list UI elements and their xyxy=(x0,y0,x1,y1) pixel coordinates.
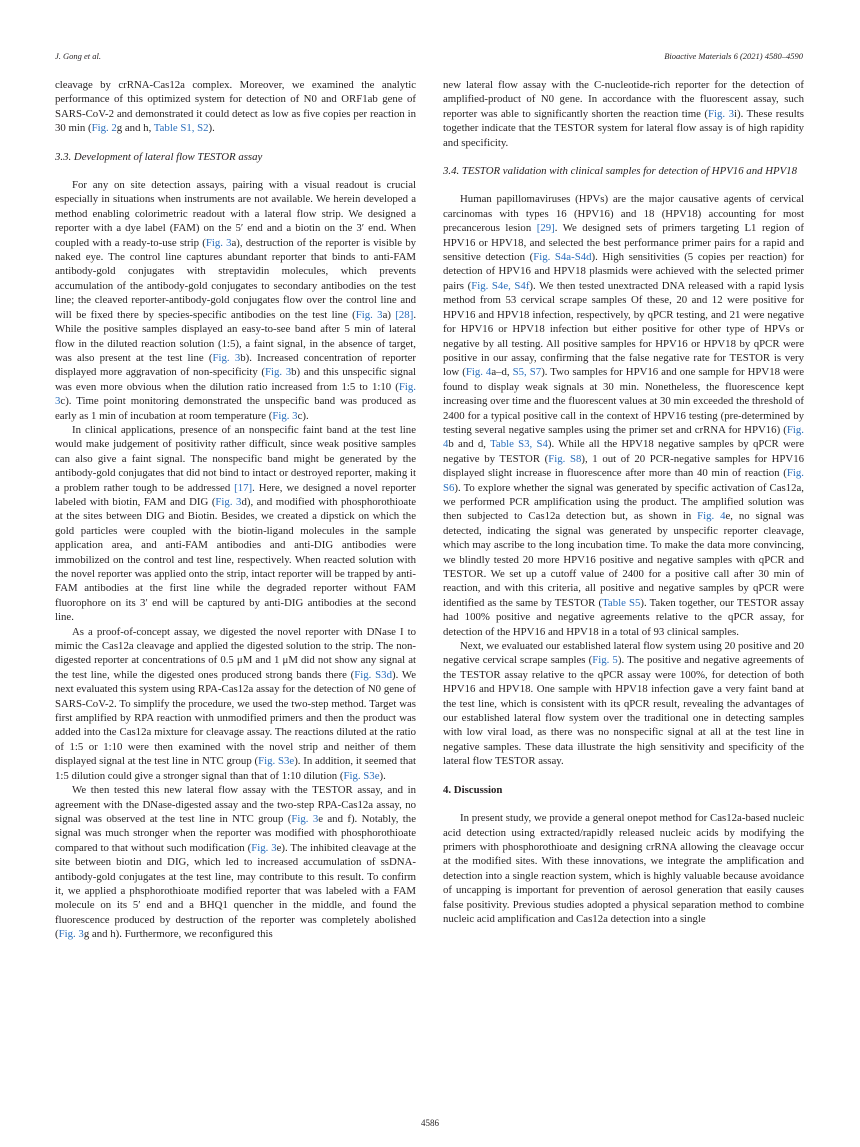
text-run: ). Two samples for HPV16 and one sample for HPV18 were found to display weak signals at 30 min. Nonetheless, the fluorescence kept increasing over time and the fluorescent values at 30 min exceeded the threshold of 2400 for a typical positive call in the context of HPV16 testing (pre-determined by testing several negative samples using the primer set and crRNA for HPV16) ( xyxy=(443,366,804,436)
text-run: Next, we evaluated our established lateral flow system using 20 positive and 20 negative cervical scrape samples ( xyxy=(443,640,804,667)
paragraph xyxy=(55,178,416,423)
cross-reference-link[interactable]: Fig. 3 xyxy=(272,409,298,422)
paragraph xyxy=(443,811,804,926)
text-run: ). While all the HPV18 negative samples by qPCR were negative by TESTOR ( xyxy=(443,438,804,465)
text-run: e, no signal was detected, indicating the signal was generated by unspecific reporter cleavage, which may ascribe to the long incubation time. To make the data more convincing, we blindly tested 20 more HPV16 positive and negative samples with qPCR and TESTOR. We set up a cutoff value of 2400 for a positive call after 30 min of reaction, and with this criteria, all positive and negative samples by qPCR were identified as the same by TESTOR ( xyxy=(443,510,805,609)
cross-reference-link[interactable]: [29] xyxy=(536,222,555,235)
cross-reference-link[interactable]: [28] xyxy=(395,308,414,321)
cross-reference-link[interactable]: Fig. 3 xyxy=(708,107,734,120)
cross-reference-link[interactable]: Table S3, S4 xyxy=(490,438,548,451)
text-run: ). We then tested unextracted DNA released with a rapid lysis method from 53 cervical scrape samples Of these, 20 and 12 were positive for HPV16 and HPV18 infection, respectively, by qPCR testing, and 21 were negative for HPV16 or HPV18 infection but either positive for other type of HPVs or negative by all testing. All positive samples for HPV16 or HPV18 by qPCR were positive in our assay, confirming that the false negative rate for TESTOR is very low ( xyxy=(443,279,804,379)
cross-reference-link[interactable]: Fig. 3 xyxy=(265,366,292,379)
section-heading-3-4: 3.4. TESTOR validation with clinical samples for detection of HPV16 and HPV18 xyxy=(443,165,797,178)
cross-reference-link[interactable]: Fig. S3e xyxy=(258,755,295,768)
paragraph xyxy=(443,78,804,150)
text-run: ). The positive and negative agreements of the TESTOR assay relative to the qPCR assay were 100%, for detection of both HPV16 and HPV18. One sample with HPV18 infection gave a very faint band at the test line, which is consistent with its qPCR result, revealing the advantages of our established lateral flow system over the traditional one in detecting samples with low viral load, as there was no nonspecific signal at all at the test line in negative samples. These data illustrate the high sensitivity and specificity of the lateral flow TESTOR assay. xyxy=(443,654,805,768)
text-run: b and d, xyxy=(448,438,491,451)
text-run: As a proof-of-concept assay, we digested the novel reporter with DNase I to mimic the Cas12a cleavage and applied the digested solution to the strip. The non-digested reporter at concentrations of 0.5 μM and 1 μM did not show any signal at the test line, while the digested ones produced strong bands there ( xyxy=(55,625,416,681)
text-run: ). To explore whether the signal was generated by specific activation of Cas12a, we performed PCR amplification using the product. The amplified solution was then subjected to Cas12a detection but, as shown in xyxy=(443,481,804,523)
text-run: b). Increased concentration of reporter displayed more aggravation of non-specificity ( xyxy=(55,351,416,379)
text-run: ). Taken together, our TESTOR assay had 100% positive and negative agreements relative to the qPCR assay, for detection of the HPV16 and HPV18 in a total of 93 clinical samples. xyxy=(443,596,804,638)
text-run: Human papillomaviruses (HPVs) are the major causative agents of cervical carcinomas with types 16 (HPV16) and 18 (HPV18) accounting for most precancerous lesion xyxy=(443,193,804,235)
text-run: . While the positive samples displayed an easy-to-see band after 5 min of lateral flow in the diluted reaction solution (1:5), a faint signal, in the absence of target, was also present at the test line ( xyxy=(55,308,417,364)
text-run: ). In addition, it seemed that 1:5 dilution could give a stronger signal than that of 1:10 dilution ( xyxy=(55,755,417,782)
paragraph xyxy=(55,783,416,941)
text-run: a–d, xyxy=(491,366,513,379)
text-run: g and h). Furthermore, we reconfigured this xyxy=(83,928,273,941)
text-run: c). xyxy=(297,409,309,422)
text-run: d), and modified with phosphorothioate at the sites between DIG and Biotin. Besides, we created a dipstick on which the gold particles were coupled with the biotin-ligand molecules in the sample application area, and anti-FAM antibodies and anti-DIG antibodies were immobilized on the control and test line, respectively. When reacted solution with the novel reporter was applied onto the strip, intact reporter will be trapped by anti-FAM antibodies at the first line while the degraded reporter without FAM fluorophore on its 3′ end will be captured by anti-DIG antibodies at the second line. xyxy=(55,495,416,624)
paragraph xyxy=(55,625,416,783)
cross-reference-link[interactable]: S5, S7 xyxy=(512,366,542,379)
text-run: ). xyxy=(208,122,215,135)
cross-reference-link[interactable]: Fig. 2 xyxy=(91,122,117,135)
cross-reference-link[interactable]: [17] xyxy=(234,481,253,494)
text-run: ). xyxy=(379,769,386,782)
text-run: In clinical applications, presence of an nonspecific faint band at the test line would make judgement of positivity rather difficult, since weak positive samples can also give a faint signal. The nonspecific band might be generated by the antibody-gold conjugates that did not bind to intact or destroyed reporter, making it a problem rather tough to be addressed xyxy=(55,423,416,494)
text-run: We then tested this new lateral flow assay with the TESTOR assay, and in agreement with the DNase-digested assay and the two-step RPA-Cas12a assay, no signal was observed at the test line in NTC group ( xyxy=(55,784,416,825)
paragraph xyxy=(443,192,804,639)
paragraph xyxy=(443,639,804,769)
text-run: For any on site detection assays, pairing with a visual readout is crucial especially in situations when instruments are not available. We herein developed a method enabling colorimetric readout with a lateral flow strip. We designed a reporter with a dye label (FAM) on the 5′ end and a biotin on the 3′ end. When coupled with a ready-to-use strip ( xyxy=(55,179,416,249)
text-run: b) and this unspecific signal was even more obvious when the dilution ratio increased from 1:5 to 1:10 ( xyxy=(55,366,417,393)
cross-reference-link[interactable]: Fig. S3d xyxy=(354,668,392,681)
cross-reference-link[interactable]: Fig. S4a-S4d xyxy=(533,251,592,264)
text-run: ), 1 out of 20 PCR-negative samples for HPV16 displayed slight increase in fluorescence after more than 40 min of reaction ( xyxy=(443,452,804,480)
cross-reference-link[interactable]: Fig. 4 xyxy=(697,510,726,523)
text-run: e). The inhibited cleavage at the site between biotin and DIG, which led to increased accumulation of ssDNA-antibody-gold conjugates at the test line, may contribute to this result. To confirm it, we applied a phsphorothioate modified reporter that was labeled with a FAM molecule on its 5′ end and a BHQ1 quencher in the middle, and found the fluorescence produced by destruction of the reporter was completely abolished ( xyxy=(55,841,416,941)
cross-reference-link[interactable]: Fig. 3 xyxy=(251,841,277,854)
cross-reference-link[interactable]: Fig. 3 xyxy=(212,351,241,364)
paragraph xyxy=(55,423,416,625)
cross-reference-link[interactable]: Fig. 4 xyxy=(443,423,804,451)
cross-reference-link[interactable]: Fig. 3 xyxy=(205,236,232,249)
cross-reference-link[interactable]: Fig. 5 xyxy=(592,654,618,667)
text-run: new lateral flow assay with the C-nucleotide-rich reporter for the detection of amplified-product of N0 gene. In accordance with the fluorescent assay, such reporter was able to significantly shorten the reaction time ( xyxy=(443,79,804,120)
text-run: e and f). Notably, the signal was much stronger when the reporter was modified with phosphorothioate compared to that without such modification ( xyxy=(55,812,416,854)
text-run: i). These results together indicate that the TESTOR system for lateral flow assay is of high rapidity and specificity. xyxy=(443,107,804,149)
text-run: . We designed sets of primers targeting L1 region of HPV16 or HPV18, and selected the best performance primer pairs for a rapid and sensitive detection ( xyxy=(443,222,805,264)
cross-reference-link[interactable]: Table S1, S2 xyxy=(153,122,209,135)
text-run: a), destruction of the reporter is visible by naked eye. The control line captures abundant reporter that binds to anti-FAM antibody-gold conjugates with streptavidin molecules, which prevents accumulation of the antibody-gold conjugates to secondary antibodies on the test line; the cleaved reporter-antibody-gold conjugates flow over the control line and will be fixed there by species-specific antibodies on the test line ( xyxy=(55,236,416,321)
cross-reference-link[interactable]: Fig. 3 xyxy=(215,495,242,508)
text-run: ). We next evaluated this system using RPA-Cas12a assay for the detection of N0 gene of SARS-CoV-2. To simplify the procedure, we used the two-step method. Target was first amplified by RPA reaction with unmodified primers and then the product was added into the Cas12a mixture for cleavage assay. The reactions diluted at the ratio of 1:5 or 1:10 were then examined with the novel strip and neither of them displayed signal at the test line in NTC group ( xyxy=(55,668,416,768)
section-heading-3-3: 3.3. Development of lateral flow TESTOR assay xyxy=(55,150,263,163)
left-column xyxy=(55,78,416,942)
cross-reference-link[interactable]: Fig. S4e, S4f xyxy=(471,279,530,292)
cross-reference-link[interactable]: Fig. S6 xyxy=(443,467,804,494)
cross-reference-link[interactable]: Fig. 4 xyxy=(465,366,492,379)
text-run: a) xyxy=(382,308,396,321)
cross-reference-link[interactable]: Fig. S3e xyxy=(343,769,380,782)
text-run: ). High sensitivities (5 copies per reaction) for detection of HPV16 and HPV18 plasmids were achieved with the selected primer pairs ( xyxy=(443,251,804,292)
paragraph xyxy=(55,78,416,136)
text-run: In present study, we provide a general onepot method for Cas12a-based nucleic acid detection using extracted/rapidly released nucleic acids by modifying the primers with phosphorothioate and designing crRNA allowing the cleavage occur at the modified sites. With these innovations, we integrate the amplification and detection into a single reaction system, which is highly valuable because avoidance of uncapping is important for prevention of aerosol generation that easily causes false positivity. Previous studies adopted a physical separation method to combine nucleic acid amplification and Cas12a detection into a single xyxy=(443,812,804,925)
cross-reference-link[interactable]: Fig. S8 xyxy=(548,452,582,465)
page-number: 4586 xyxy=(421,1118,439,1128)
section-heading-4-discussion: 4. Discussion xyxy=(443,783,503,796)
text-run: cleavage by crRNA-Cas12a complex. Moreover, we examined the analytic performance of this optimized system for detection of N0 and ORF1ab gene of SARS-CoV-2 and demonstrated it could detect as low as five copies per reaction in 30 min ( xyxy=(55,79,416,135)
cross-reference-link[interactable]: Table S5 xyxy=(602,596,641,609)
text-run: . Here, we designed a novel reporter labeled with biotin, FAM and DIG ( xyxy=(55,481,416,508)
running-header-authors: J. Gong et al. xyxy=(55,51,102,61)
running-header-journal: Bioactive Materials 6 (2021) 4580–4590 xyxy=(664,51,803,61)
right-column xyxy=(443,78,804,926)
cross-reference-link[interactable]: Fig. 3 xyxy=(58,928,84,941)
cross-reference-link[interactable]: Fig. 3 xyxy=(355,308,383,321)
text-run: g and h, xyxy=(116,122,154,135)
text-run: c). Time point monitoring demonstrated the unspecific band was produced as early as 1 min of incubation at room temperature ( xyxy=(55,395,416,422)
cross-reference-link[interactable]: Fig. 3 xyxy=(55,380,416,408)
cross-reference-link[interactable]: Fig. 3 xyxy=(291,812,319,825)
